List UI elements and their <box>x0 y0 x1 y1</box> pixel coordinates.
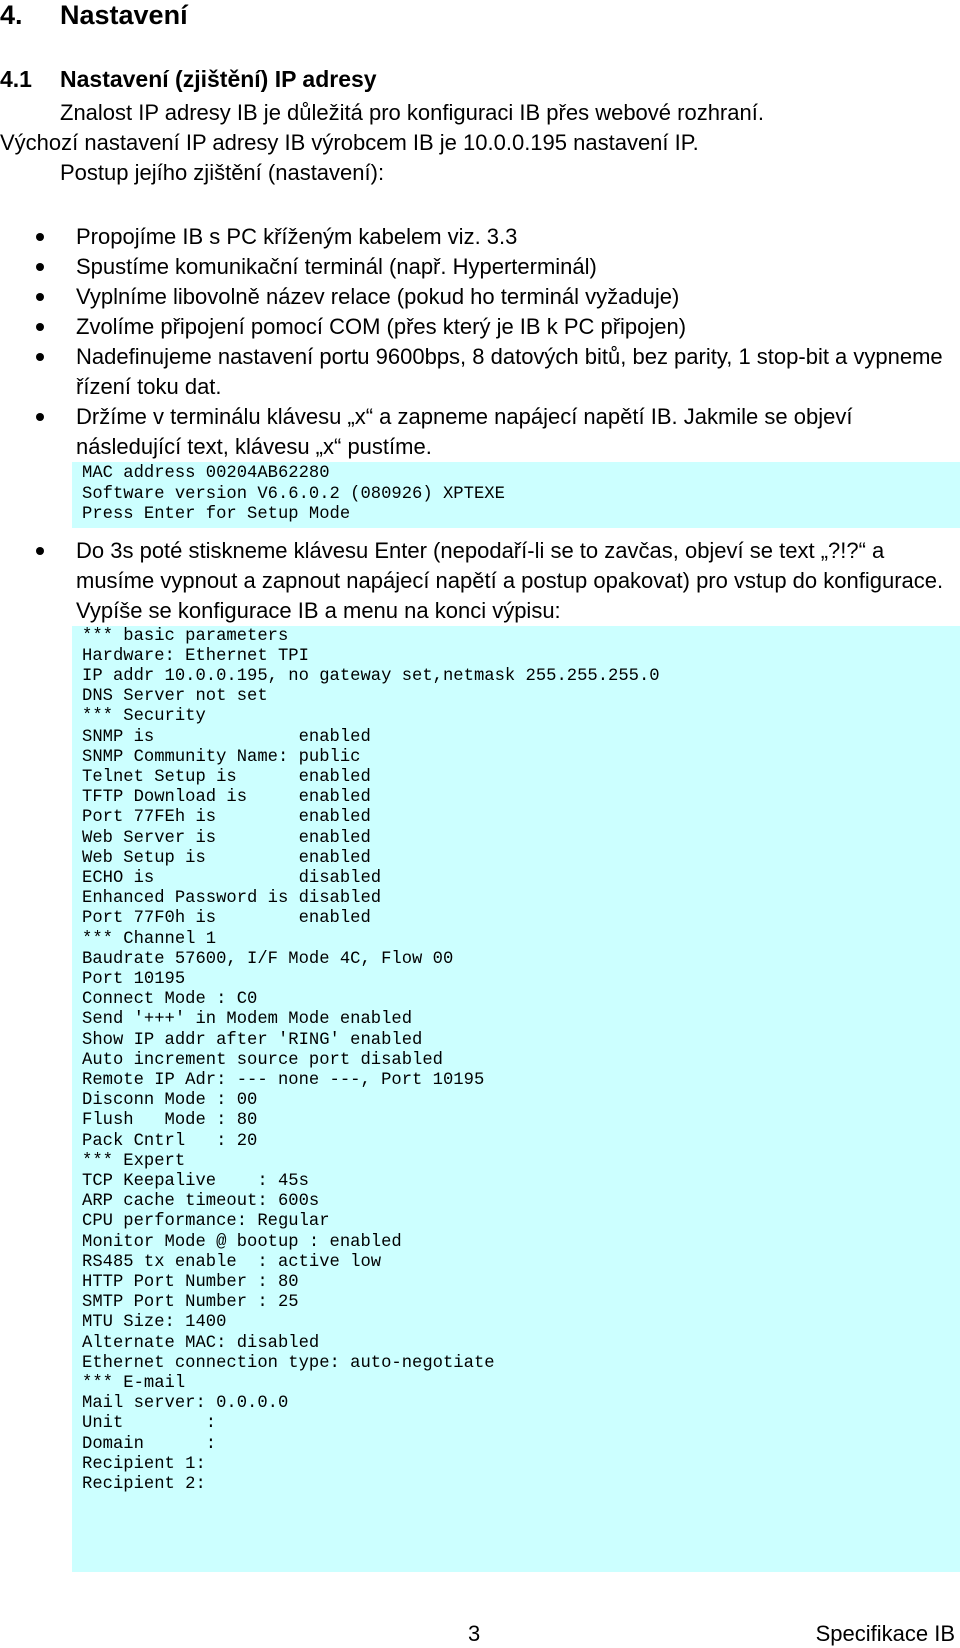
step-text: Držíme v terminálu klávesu „x“ a zapneme napájecí napětí IB. Jakmile se objeví následující text, klávesu „x“ pustíme. <box>76 404 853 459</box>
terminal-output-boot <box>72 462 960 528</box>
terminal-line: *** Security <box>82 707 206 727</box>
document-title: Specifikace IB <box>815 1621 955 1646</box>
bullet-icon <box>36 413 44 421</box>
terminal-line: Port 77F0h is enabled <box>82 909 371 929</box>
terminal-line: Ethernet connection type: auto-negotiate <box>82 1353 495 1373</box>
step-item <box>0 402 955 528</box>
bullet-icon <box>36 263 44 271</box>
terminal-line: Mail server: 0.0.0.0 <box>82 1394 289 1414</box>
terminal-line: *** Expert <box>82 1151 186 1171</box>
terminal-line: MTU Size: 1400 <box>82 1313 227 1333</box>
bullet-icon <box>36 233 44 241</box>
bullet-icon <box>36 353 44 361</box>
terminal-line: IP addr 10.0.0.195, no gateway set,netmask 255.255.255.0 <box>82 666 660 686</box>
terminal-output-config <box>72 626 960 1572</box>
terminal-line: Pack Cntrl : 20 <box>82 1131 258 1151</box>
page-number: 3 <box>468 1621 481 1646</box>
terminal-line: Disconn Mode : 00 <box>82 1091 258 1111</box>
step-item <box>0 312 955 342</box>
terminal-line: Send '+++' in Modem Mode enabled <box>82 1010 413 1030</box>
terminal-line: *** basic parameters <box>82 626 289 646</box>
terminal-line: Web Setup is enabled <box>82 848 371 868</box>
terminal-line: Unit : <box>82 1414 217 1434</box>
terminal-line: *** Channel 1 <box>82 929 217 949</box>
terminal-line: Monitor Mode @ bootup : enabled <box>82 1232 402 1252</box>
terminal-line: CPU performance: Regular <box>82 1212 330 1232</box>
terminal-line: Telnet Setup is enabled <box>82 767 371 787</box>
terminal-line: Auto increment source port disabled <box>82 1050 443 1070</box>
bullet-icon <box>36 323 44 331</box>
terminal-line: Show IP addr after 'RING' enabled <box>82 1030 423 1050</box>
intro-line: Výchozí nastavení IP adresy IB výrobcem IB je 10.0.0.195 nastavení IP. <box>0 130 699 155</box>
terminal-line: *** E-mail <box>82 1374 186 1394</box>
terminal-line: Hardware: Ethernet TPI <box>82 646 309 666</box>
terminal-line: Enhanced Password is disabled <box>82 889 382 909</box>
terminal-line: Recipient 2: <box>82 1475 206 1495</box>
subsection-number: 4.1 <box>0 66 32 92</box>
step-text: Do 3s poté stiskneme klávesu Enter (nepodaří-li se to zavčas, objeví se text „?!?“ a musíme vypnout a zapnout napájecí napětí a postup opakovat) pro vstup do konfigurace. Vypíše se konfigurace IB a menu na konci výpisu: <box>76 537 944 623</box>
step-item <box>0 222 955 252</box>
terminal-line: TCP Keepalive : 45s <box>82 1171 309 1191</box>
step-item <box>0 342 955 402</box>
intro-paragraph <box>0 98 955 188</box>
step-text: Propojíme IB s PC kříženým kabelem viz. 3.3 <box>76 224 518 249</box>
terminal-line: Press Enter for Setup Mode <box>82 505 351 524</box>
subsection-heading <box>0 64 377 94</box>
terminal-line: Remote IP Adr: --- none ---, Port 10195 <box>82 1070 485 1090</box>
terminal-line: SNMP Community Name: public <box>82 747 361 767</box>
terminal-line: ECHO is disabled <box>82 868 382 888</box>
terminal-line: MAC address 00204AB62280 <box>82 464 330 483</box>
step-text: Vyplníme libovolně název relace (pokud ho terminál vyžaduje) <box>76 284 680 309</box>
terminal-line: Flush Mode : 80 <box>82 1111 258 1131</box>
terminal-line: HTTP Port Number : 80 <box>82 1273 299 1292</box>
terminal-line: Domain : <box>82 1434 217 1454</box>
intro-line: Znalost IP adresy IB je důležitá pro konfiguraci IB přes webové rozhraní. <box>60 100 764 125</box>
terminal-line: Connect Mode : C0 <box>82 990 258 1010</box>
terminal-line: DNS Server not set <box>82 687 268 707</box>
section-title: Nastavení <box>60 0 188 30</box>
bullet-icon <box>36 547 44 555</box>
terminal-line: Baudrate 57600, I/F Mode 4C, Flow 00 <box>82 949 454 969</box>
terminal-line: ARP cache timeout: 600s <box>82 1192 320 1212</box>
intro-line: Postup jejího zjištění (nastavení): <box>60 160 385 185</box>
step-item <box>0 536 955 1572</box>
terminal-line: SNMP is enabled <box>82 727 371 747</box>
procedure-steps <box>0 222 955 1572</box>
step-item <box>0 282 955 312</box>
section-number: 4. <box>0 0 23 30</box>
terminal-line: Web Server is enabled <box>82 828 371 848</box>
terminal-line: Alternate MAC: disabled <box>82 1333 320 1353</box>
bullet-icon <box>36 293 44 301</box>
terminal-line: Recipient 1: <box>82 1454 206 1474</box>
terminal-line: TFTP Download is enabled <box>82 788 371 808</box>
step-text: Nadefinujeme nastavení portu 9600bps, 8 datových bitů, bez parity, 1 stop-bit a vypneme řízení toku dat. <box>76 344 943 399</box>
terminal-line: RS485 tx enable : active low <box>82 1252 382 1272</box>
terminal-line: Port 77FEh is enabled <box>82 808 371 828</box>
step-item <box>0 252 955 282</box>
terminal-line: Software version V6.6.0.2 (080926) XPTEXE <box>82 484 505 504</box>
step-text: Zvolíme připojení pomocí COM (přes který je IB k PC připojen) <box>76 314 687 339</box>
terminal-line: Port 10195 <box>82 969 186 989</box>
section-heading <box>0 0 188 30</box>
terminal-line: SMTP Port Number : 25 <box>82 1293 299 1313</box>
subsection-title: Nastavení (zjištění) IP adresy <box>60 66 377 92</box>
step-text: Spustíme komunikační terminál (např. Hyperterminál) <box>76 254 597 279</box>
